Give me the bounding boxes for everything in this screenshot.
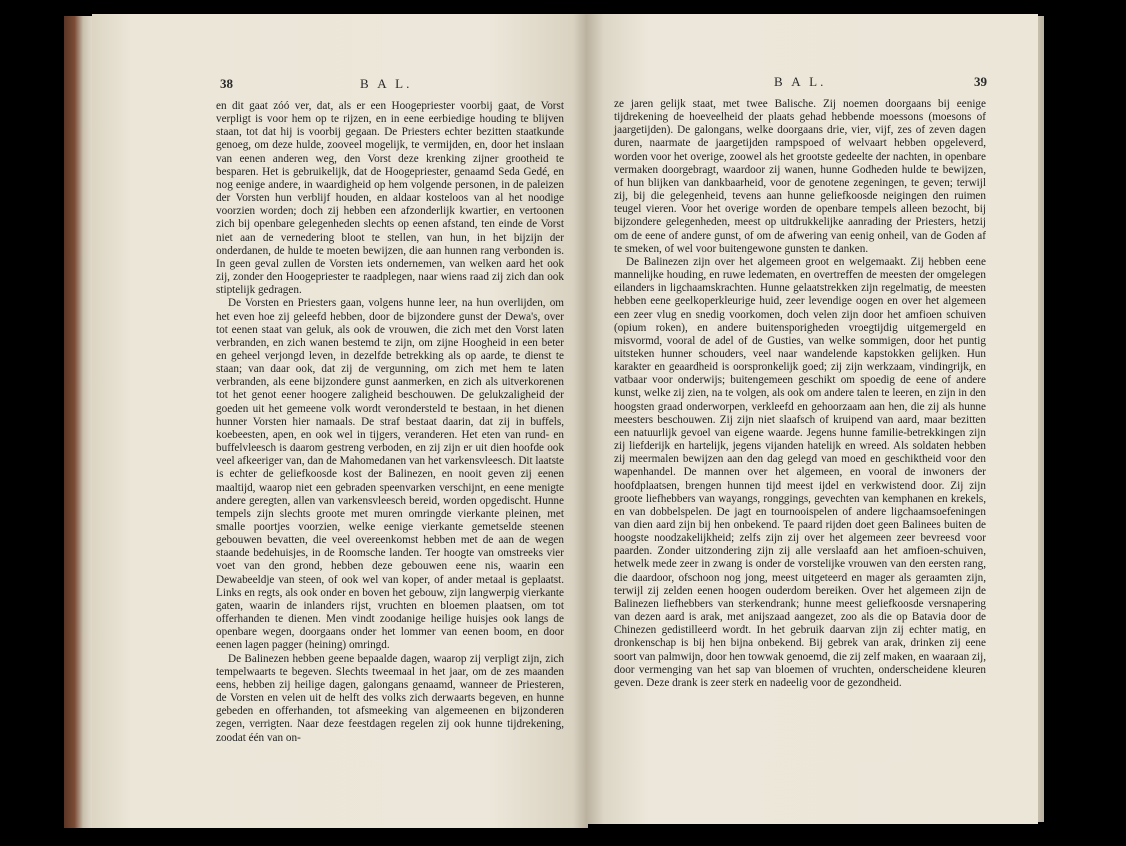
paragraph: De Vorsten en Priesters gaan, volgens hunne leer, na hun overlijden, om het even hoe zij geleefd hebben, door de bijzondere gunst der Dewa's, over tot eenen staat van geluk, als ook de vrouwen, die zich met den Vorst laten verbranden, en zich wanen bestemd te zijn, om zijne Hoogheid in een beter en geheel verjongd leven, in dezelfde betrekking als op aarde, te dienst te staan; van daar ook, dat zij de vergunning, om zich met hem te laten verbranden, als eene bijzondere gunst aanmerken, en zich als uitverkorenen tot het genot eener hoogere zaligheid beschouwen. De gelukzaligheid der goeden uit het gemeene volk wordt verondersteld te bestaan, in het dienen hunner Vorsten hier namaals. De straf bestaat daarin, dat zij in buffels, koebeesten, apen, en ook wel in tijgers, veranderen. Het eten van rund- en buffelvleesch is daarom gestreng verboden, en zij zijn er uit dien hoofde ook veel afkeeriger van, dan de Mahomedanen van het varkensvleesch. Dit laatste is echter de geliefkoosde kost der Balinezen, en nooit geven zij eenen maaltijd, waarop niet een gebraden speenvarken verschijnt, en eene menigte andere geregten, allen van varkensvleesch bereid, worden opgedischt. Hunne tempels zijn slechts groote met muren omringde vierkante pleinen, met smalle poortjes voorzien, welke eenige vierkante gemetselde steenen gebouwen bevatten, die veel overeenkomst hebben met de aan de wegen staande bedehuisjes, in de Roomsche landen. Ter hoogte van omstreeks vier voet van den grond, hebben deze gebouwen eene nis, waarin een Dewabeeldje van steen, of ook wel van koper, of ander metaal is geplaatst. Links en regts, als ook onder en boven het gebouw, zijn langwerpig vierkante gaten, waarin de inlanders rijst, vruchten en bloemen plaatsen, om tot offerhanden te dienen. Men vindt zoodanige heilige huisjes ook langs de openbare wegen, doorgaans onder het lommer van eenen boom, en door eenen lagen pagger (heining) omringd. <box>216 297 564 652</box>
paragraph: De Balinezen hebben geene bepaalde dagen, waarop zij verpligt zijn, zich tempelwaarts te begeven. Slechts tweemaal in het jaar, om de zes maanden eens, hebben zij heilige dagen, galongans genaamd, wanneer de Priesteren, de Vorsten en velen uit de helft des volks zich derwaarts begeven, en hunne gebeden en offerhanden, tot afsmeeking van algemeenen en bijzonderen zegen, verrigten. Naar deze feestdagen regelen zij ook hunne tijdrekening, zoodat één van on- <box>216 652 564 744</box>
right-page-body <box>614 98 986 690</box>
paragraph: ze jaren gelijk staat, met twee Balische. Zij noemen doorgaans bij eenige tijdrekening de hoeveelheid der plaats gehad hebbende moessons (moesons of jaargetijden). De galongans, welke doorgaans drie, vier, vijf, zes of zeven dagen duren, naarmate de jaargetijden rampspoed of welvaart hebben opgeleverd, worden voor het overige, zoowel als het grootste gedeelte der nachten, in openbare vermaken doorgebragt, waardoor zij wanen, hunne Godheden hulde te bewijzen, of hun blijken van dankbaarheid, voor de genotene zegeningen, te geven; terwijl zij, bij die gelegenheid, tevens aan hunne geliefkoosde neigingen den ruimen teugel vieren. Voor het overige worden de openbare tempels alleen bezocht, bij bijzondere gelegenheden, meest op uitdrukkelijke aanrading der Priesters, hetzij om de eene of andere gunst, of om de afwering van eenig onheil, van de Goden af te smeken, of wel voor buitengewone gunsten te danken. <box>614 98 986 255</box>
page-number-left: 38 <box>220 76 233 91</box>
right-page <box>586 14 1038 824</box>
running-head-right: B A L. <box>774 74 827 89</box>
running-head-left: B A L. <box>360 76 413 91</box>
paragraph: en dit gaat zóó ver, dat, als er een Hoogepriester voorbij gaat, de Vorst verpligt is voor hem op te rijzen, en in eene eerbiedige houding te blijven staan, tot dat hij is voorbij gegaan. De Priesters echter bezitten staatkunde genoeg, om deze hulde, zooveel mogelijk, te vermijden, en, door het inslaan van eenen anderen weg, den Vorst deze krenking zijner grootheid te besparen. Het is gebruikelijk, dat de Hoogepriester, genaamd Seda Gedé, en nog eenige andere, in waardigheid op hem volgende personen, in de paleizen der Vorsten hun verblijf houden, en aldaar kosteloos van al het noodige voorzien worden; doch zij hebben een afzonderlijk kwartier, en vertoonen zich bij openbare gelegenheden slechts op eenen afstand, ten einde de Vorst niet aan de vernedering bloot te stellen, van hun, in het bijzijn der onderdanen, de hulde te moeten bewijzen, die aan hunnen rang verbonden is. In geen geval zullen de Vorsten iets ondernemen, van welken aard het ook zij, zonder den Hoogepriester te raadplegen, naar wiens raad zij zich dan ook stiptelijk gedragen. <box>216 100 564 297</box>
left-page <box>92 14 588 828</box>
left-page-body <box>216 100 564 745</box>
paragraph: De Balinezen zijn over het algemeen groot en welgemaakt. Zij hebben eene mannelijke houding, en ruwe ledematen, en overtreffen de meesten der omgelegen eilanders in ligchaamskrachten. Hunne gelaatstrekken zijn regelmatig, de meesten hebben eene geelkoperkleurige huid, zeer levendige oogen en over het algemeen een zeer vlug en snedig voorkomen, doch velen zijn door het amfioen schuiven (opium roken), en andere buitensporigheden vroegtijdig uitgemergeld en misvormd, vooral de adel of de Gusties, van welke sommigen, door het puntig uitsteken hunner schouders, veel naar wandelende kapstokken gelijken. Hun karakter en geaardheid is oorspronkelijk goed; zij zijn werkzaam, vindingrijk, en vatbaar voor onderwijs; buitengemeen geschikt om spoedig de eene of andere kunst, welke zij zien, na te volgen, als ook om andere talen te leeren, en zijn in den hoogsten graad onderworpen, verkleefd en gehoorzaam aan hen, die zij als hunne meesters beschouwen. Zij zijn niet slaafsch of kruipend van aard, maar bezitten een natuurlijk gevoel van eigene waarde. Jegens hunne familie-betrekkingen zijn zij liefderijk en hartelijk, jegens vijanden hatelijk en wreed. Als soldaten hebben zij meermalen bewijzen aan den dag gelegd van moed en geschiktheid voor den wapenhandel. De mannen over het algemeen, en vooral de inwoners der hoofdplaatsen, brengen hunnen tijd meest ijdel en verkwistend door. Zij zijn groote liefhebbers van wayangs, ronggings, gevechten van kemphanen en krekels, en van dobbelspelen. De jagt en tournooispelen of andere ligchaamsoefeningen van dien aard zijn bij hen onbekend. Te paard rijden doet geen Balinees buiten de hoogste noodzakelijkheid; zelfs zijn zij over het algemeen zeer bevreesd voor paarden. Zonder uitzondering zijn zij alle verslaafd aan het amfioen-schuiven, hetwelk mede zeer in zwang is onder de vorstelijke vrouwen van den eersten rang, die daardoor, ofschoon nog jong, meest uitgeteerd en mager als geraamten zijn, terwijl zij zelden eenen hoogen ouderdom bereiken. Over het algemeen zijn de Balinezen liefhebbers van sterkendrank; hunne meest geliefkoosde versnapering van dezen aard is arak, met anijszaad aangezet, zoo als die op Batavia door de Chinezen gedistilleerd wordt. In het gebruik daarvan zijn zij echter matig, en dronkenschap is bij hen bijna onbekend. Bij gebrek van arak, drinken zij eene soort van palmwijn, door hen towwak genoemd, die zij zelf maken, en waaraan zij, door vermenging van het sap van bloemen of vruchten, onderscheidene kleuren geven. Deze drank is zeer sterk en nadeelig voor de gezondheid. <box>614 255 986 689</box>
page-number-right: 39 <box>974 74 987 89</box>
